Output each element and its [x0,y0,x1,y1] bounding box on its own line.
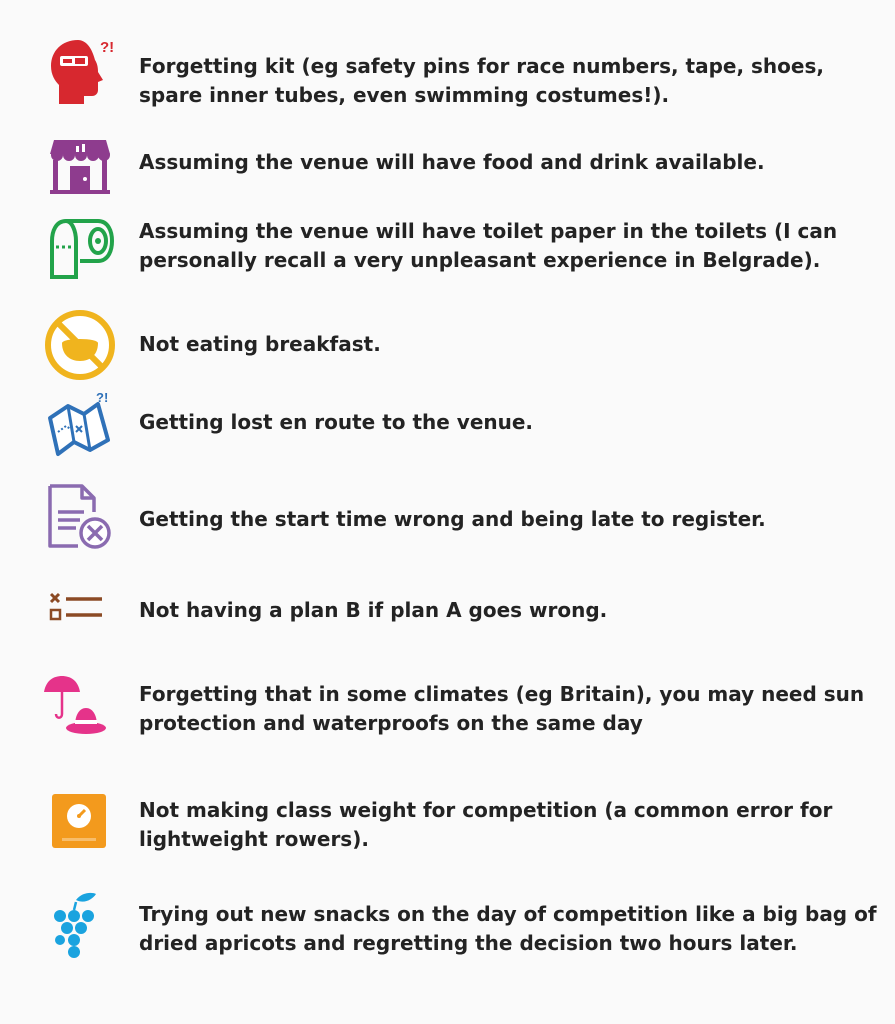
list-item-text: Assuming the venue will have toilet paper in the toilets (I can personally recall a very unpleasant experience in Belgrade). [139,219,838,272]
list-item-text: Getting lost en route to the venue. [139,410,534,434]
checklist-icon [40,570,120,650]
no-breakfast-icon [40,305,120,385]
forgetful-head-icon [40,32,120,112]
weighing-scale-icon [40,782,120,862]
list-item-text: Trying out new snacks on the day of competition like a big bag of dried apricots and regretting the decision two hours later. [139,902,877,955]
list-item-text: Getting the start time wrong and being late to register. [139,507,766,531]
list-item-text: Forgetting kit (eg safety pins for race numbers, tape, shoes, spare inner tubes, even swimming costumes!). [139,54,824,107]
list-item-text: Forgetting that in some climates (eg Britain), you may need sun protection and waterproofs on the same day [139,682,865,735]
cancelled-document-icon [40,478,120,558]
umbrella-sunhat-icon [40,666,120,746]
svg-text:?!: ?! [96,390,109,405]
shop-stall-icon [40,122,120,202]
list-item-text: Assuming the venue will have food and drink available. [139,150,765,174]
list-item-text: Not having a plan B if plan A goes wrong. [139,598,608,622]
toilet-paper-icon [40,207,120,287]
grapes-icon [40,888,120,968]
svg-text:?!: ?! [100,39,115,56]
list-item-text: Not eating breakfast. [139,332,381,356]
lost-map-icon [40,384,120,464]
list-item-text: Not making class weight for competition (a common error for lightweight rowers). [139,798,833,851]
